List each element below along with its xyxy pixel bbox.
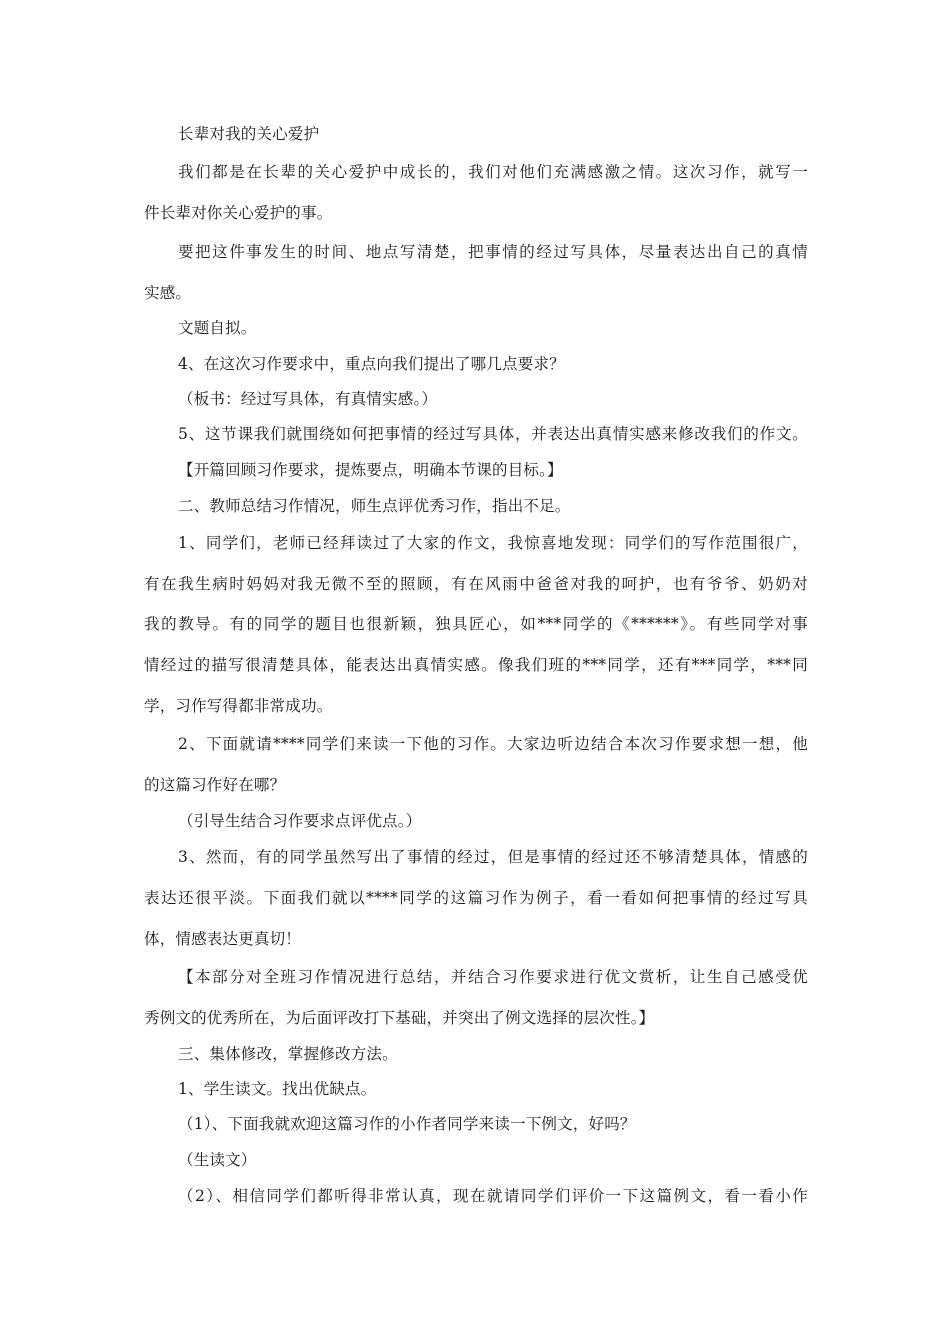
paragraph-line: （生读文） — [178, 1151, 257, 1169]
paragraph-line: 情经过的描写很清楚具体，能表达出真情实感。像我们班的***同学，还有***同学，***同 — [144, 656, 808, 674]
paragraph-line: 5、这节课我们就围绕如何把事情的经过写具体，并表达出真情实感来修改我们的作文。 — [178, 425, 808, 443]
comment-line: 秀例文的优秀所在，为后面评改打下基础，并突出了例文选择的层次性。】 — [144, 1009, 655, 1027]
paragraph-line: 文题自拟。 — [178, 319, 257, 337]
paragraph-line: 2、下面就请****同学们来读一下他的习作。大家边听边结合本次习作要求想一想，他 — [178, 735, 808, 753]
paragraph-line: 4、在这次习作要求中，重点向我们提出了哪几点要求？ — [178, 355, 565, 373]
paragraph-line: （1）、下面我就欢迎这篇习作的小作者同学来读一下例文，好吗？ — [178, 1115, 636, 1133]
paragraph-line: （2）、相信同学们都听得非常认真，现在就请同学们评价一下这篇例文，看一看小作 — [178, 1187, 808, 1205]
paragraph-line: 件长辈对你关心爱护的事。 — [144, 204, 333, 222]
paragraph-line: 我们都是在长辈的关心爱护中成长的，我们对他们充满感激之情。这次习作，就写一 — [178, 163, 808, 181]
comment-line: 【开篇回顾习作要求，提炼要点，明确本节课的目标。】 — [178, 461, 563, 479]
paragraph-line: （引导生结合习作要求点评优点。） — [178, 812, 422, 830]
comment-line: 【本部分对全班习作情况进行总结，并结合习作要求进行优文赏析，让生自己感受优 — [178, 968, 808, 986]
paragraph-line: 体，情感表达更真切！ — [144, 930, 302, 948]
paragraph-line: 实感。 — [144, 284, 192, 302]
paragraph-line: 的这篇习作好在哪？ — [144, 776, 286, 794]
section-heading-line: 二、教师总结习作情况，师生点评优秀习作，指出不足。 — [178, 497, 571, 515]
paragraph-line: 表达还很平淡。下面我们就以****同学的这篇习作为例子，看一看如何把事情的经过写具 — [144, 889, 808, 907]
paragraph-line: 学，习作写得都非常成功。 — [144, 697, 333, 715]
paragraph-line: 3、然而，有的同学虽然写出了事情的经过，但是事情的经过还不够清楚具体，情感的 — [178, 848, 808, 866]
paragraph-line: （板书：经过写具体，有真情实感。） — [178, 390, 438, 408]
heading-line: 长辈对我的关心爱护 — [178, 125, 320, 143]
section-heading-line: 三、集体修改，掌握修改方法。 — [178, 1045, 398, 1063]
paragraph-line: 1、学生读文。找出优缺点。 — [178, 1080, 377, 1098]
paragraph-line: 1、同学们，老师已经拜读过了大家的作文，我惊喜地发现：同学们的写作范围很广， — [178, 534, 808, 552]
paragraph-line: 有在我生病时妈妈对我无微不至的照顾，有在风雨中爸爸对我的呵护，也有爷爷、奶奶对 — [144, 575, 808, 593]
paragraph-line: 要把这件事发生的时间、地点写清楚，把事情的经过写具体，尽量表达出自己的真情 — [178, 243, 808, 261]
paragraph-line: 我的教导。有的同学的题目也很新颖，独具匠心，如***同学的《******》。有些同学对事 — [144, 615, 808, 633]
